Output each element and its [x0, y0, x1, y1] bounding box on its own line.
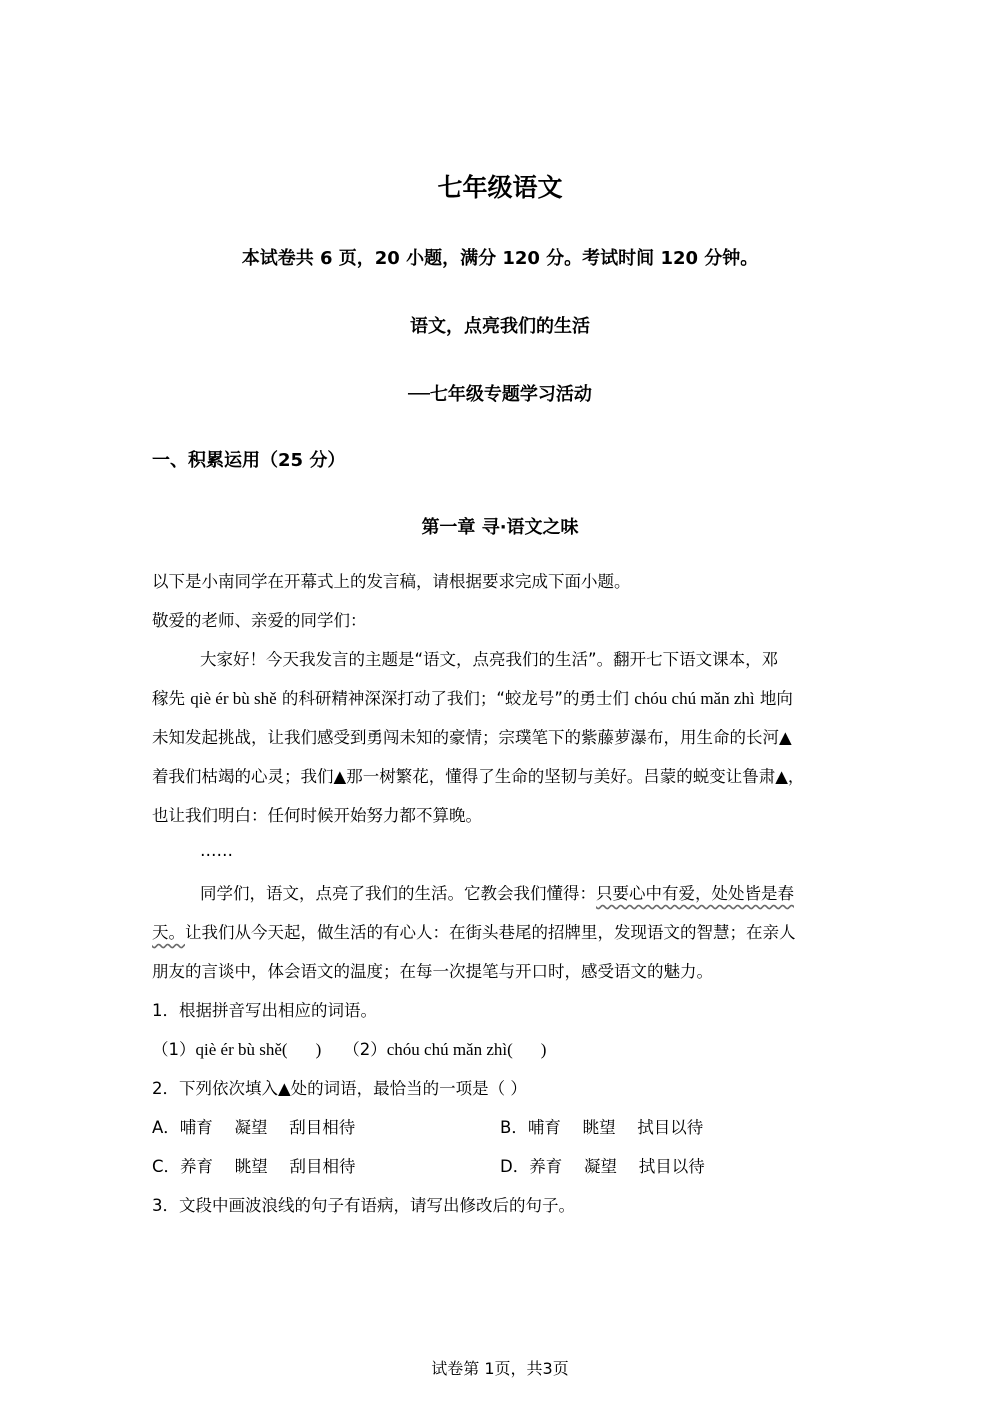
- exam-info: 本试卷共 6 页，20 小题，满分 120 分。考试时间 120 分钟。: [241, 248, 759, 269]
- question-1-items: [152, 1036, 546, 1060]
- passage-line: [152, 685, 793, 709]
- text-segment: 稼先: [152, 689, 191, 708]
- page-title: 七年级语文: [437, 173, 563, 202]
- pinyin-text: qiè ér bù shě(: [195, 1040, 288, 1059]
- question-2: 2．下列依次填入▲处的词语，最恰当的一项是（ ）: [152, 1079, 527, 1098]
- passage-greeting: 敬爱的老师、亲爱的同学们：: [152, 611, 367, 630]
- passage-line: 着我们枯竭的心灵；我们▲那一树繁花，懂得了生命的坚韧与美好。吕蒙的蜕变让鲁肃▲，: [152, 767, 805, 786]
- option-b[interactable]: B．哺育 眺望 拭目以待: [500, 1118, 704, 1137]
- text-segment: 让我们从今天起，做生活的有心人：在街头巷尾的招牌里，发现语文的智慧；在亲人: [185, 923, 796, 942]
- text-segment: 的科研精神深深打动了我们；“蛟龙号”的勇士们: [276, 689, 635, 708]
- wavy-underlined-sentence: 只要心中有爱，处处皆是春: [596, 884, 794, 903]
- passage-intro: 以下是小南同学在开幕式上的发言稿，请根据要求完成下面小题。: [152, 572, 631, 591]
- text-segment: 地向: [754, 689, 793, 708]
- question-1: 1．根据拼音写出相应的词语。: [152, 1001, 377, 1020]
- activity-theme: 语文，点亮我们的生活: [410, 316, 590, 337]
- wavy-underlined-sentence: 天。: [152, 923, 185, 942]
- passage-line: 朋友的言谈中，体会语文的温度；在每一次提笔与开口时，感受语文的魅力。: [152, 962, 713, 981]
- option-a[interactable]: A．哺育 凝望 刮目相待: [152, 1118, 356, 1137]
- activity-subtitle: ──七年级专题学习活动: [408, 384, 592, 405]
- option-d[interactable]: D．养育 凝望 拭目以待: [500, 1157, 705, 1176]
- chapter-heading: 第一章 寻·语文之味: [421, 517, 579, 538]
- question-3: 3．文段中画波浪线的句子有语病，请写出修改后的句子。: [152, 1196, 575, 1215]
- passage-line: 未知发起挑战，让我们感受到勇闯未知的豪情；宗璞笔下的紫藤萝瀑布，用生命的长河▲: [152, 728, 792, 747]
- text-segment: 同学们，语文，点亮了我们的生活。它教会我们懂得：: [200, 884, 596, 903]
- passage-line: [200, 880, 794, 904]
- pinyin-text: chóu chú mǎn zhì(: [386, 1040, 513, 1059]
- paren-close: ): [540, 1040, 547, 1059]
- item-label: （1）: [152, 1040, 196, 1059]
- paren-close: ): [315, 1040, 322, 1059]
- pinyin-text: qiè ér bù shě: [190, 689, 277, 708]
- passage-ellipsis: ……: [200, 841, 233, 860]
- page-footer: 试卷第 1页，共3页: [431, 1359, 569, 1378]
- pinyin-text: chóu chú mǎn zhì: [634, 689, 755, 708]
- section-heading: 一、积累运用（25 分）: [152, 450, 346, 471]
- item-label: （2）: [343, 1040, 387, 1059]
- passage-line: [152, 919, 796, 943]
- passage-line: 也让我们明白：任何时候开始努力都不算晚。: [152, 806, 482, 825]
- passage-line: 大家好！今天我发言的主题是“语文，点亮我们的生活”。翻开七下语文课本，邓: [200, 650, 779, 669]
- option-c[interactable]: C．养育 眺望 刮目相待: [152, 1157, 356, 1176]
